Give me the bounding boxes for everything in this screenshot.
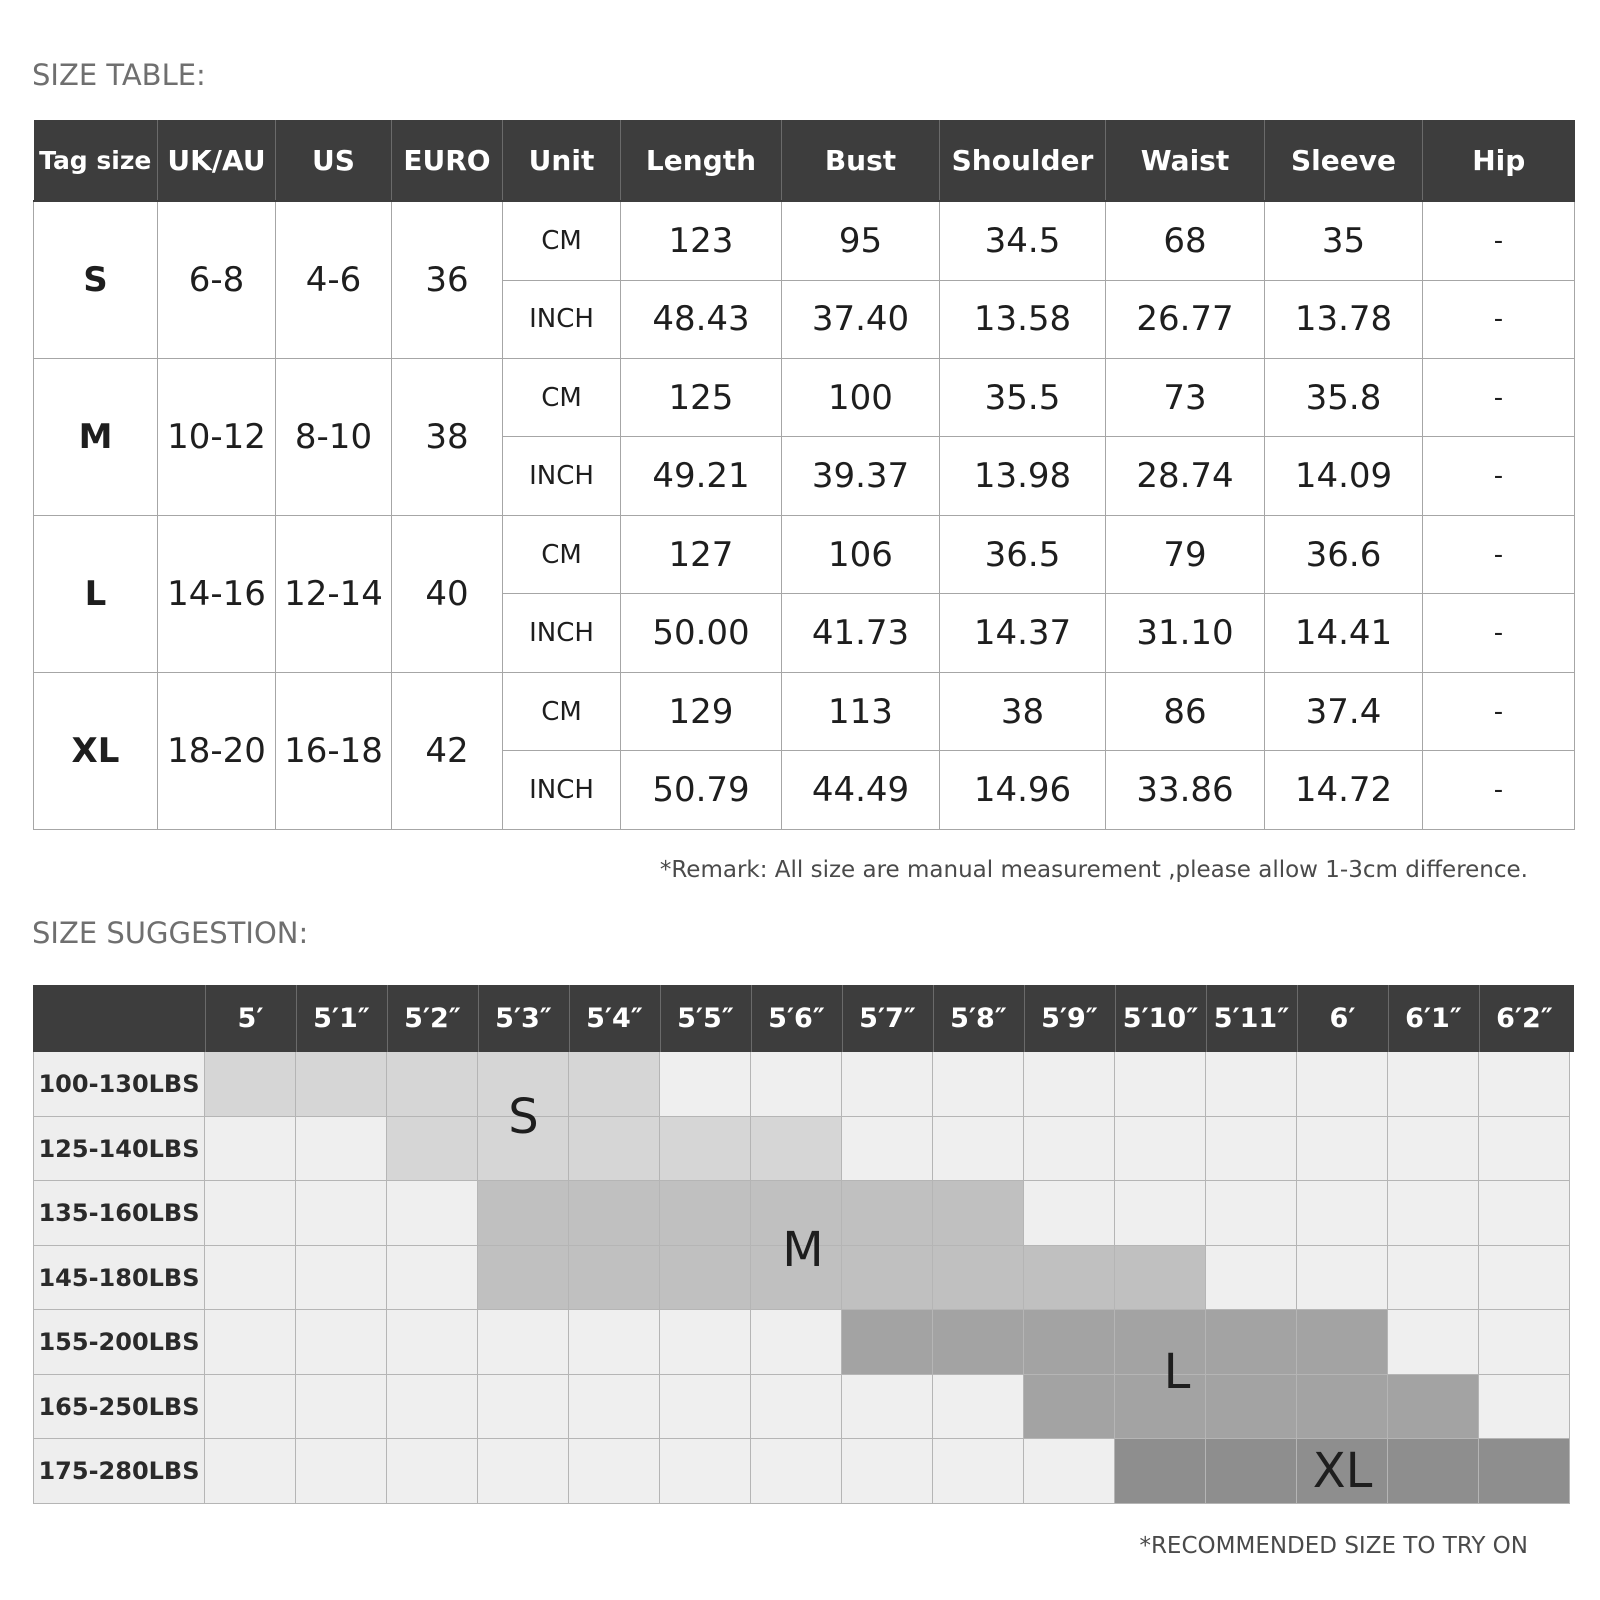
empty-grid-cell	[1388, 1117, 1479, 1182]
size-table	[33, 120, 1575, 830]
empty-grid-cell	[1297, 1246, 1388, 1311]
shoulder-cell: 36.5	[940, 515, 1106, 593]
size-zone-cell-s	[205, 1052, 296, 1117]
bust-cell: 41.73	[782, 594, 940, 672]
weight-row-label: 145-180LBS	[33, 1246, 205, 1311]
height-header-cell: 5′8″	[950, 1003, 1007, 1034]
empty-grid-cell	[478, 1375, 569, 1440]
unit-cell: CM	[503, 201, 621, 280]
height-header-cell: 6′	[1329, 1003, 1356, 1034]
empty-grid-cell	[296, 1439, 387, 1504]
empty-grid-cell	[660, 1052, 751, 1117]
empty-grid-cell	[842, 1117, 933, 1182]
size-zone-label-l: L	[1163, 1343, 1191, 1400]
size-zone-cell-m	[660, 1246, 751, 1311]
weight-row-label: 100-130LBS	[33, 1052, 205, 1117]
size-zone-cell-s	[387, 1052, 478, 1117]
tag-size-cell: XL	[34, 672, 158, 829]
size-table-remark: *Remark: All size are manual measurement ,please allow 1-3cm difference.	[659, 857, 1528, 883]
empty-grid-cell	[1024, 1181, 1115, 1246]
sleeve-cell: 14.09	[1265, 437, 1423, 515]
size-zone-cell-l	[1024, 1310, 1115, 1375]
length-cell: 50.79	[621, 751, 782, 830]
empty-grid-cell	[569, 1310, 660, 1375]
height-header-cell: 5′	[237, 1003, 264, 1034]
us-cell: 16-18	[276, 672, 392, 829]
waist-cell: 73	[1106, 358, 1265, 436]
sleeve-cell: 37.4	[1265, 672, 1423, 750]
size-table-title: SIZE TABLE:	[32, 58, 206, 92]
column-header-waist: Waist	[1106, 120, 1265, 201]
size-zone-cell-l	[1206, 1310, 1297, 1375]
size-zone-cell-l	[1297, 1310, 1388, 1375]
hip-cell: -	[1423, 515, 1575, 593]
empty-grid-cell	[842, 1439, 933, 1504]
euro-cell: 38	[392, 358, 503, 515]
bust-cell: 37.40	[782, 280, 940, 358]
empty-grid-cell	[660, 1310, 751, 1375]
size-zone-cell-l	[1115, 1310, 1206, 1375]
hip-cell: -	[1423, 358, 1575, 436]
bust-cell: 113	[782, 672, 940, 750]
tag-size-cell: S	[34, 201, 158, 358]
weight-row-label: 125-140LBS	[33, 1117, 205, 1182]
hip-cell: -	[1423, 751, 1575, 830]
height-header-cell: 5′4″	[586, 1003, 643, 1034]
size-zone-cell-m	[933, 1246, 1024, 1311]
height-header-cell: 5′5″	[677, 1003, 734, 1034]
unit-cell: INCH	[503, 280, 621, 358]
size-zone-cell-l	[1388, 1375, 1479, 1440]
empty-grid-cell	[569, 1375, 660, 1440]
waist-cell: 86	[1106, 672, 1265, 750]
height-header-cell: 5′1″	[313, 1003, 370, 1034]
hip-cell: -	[1423, 201, 1575, 280]
empty-grid-cell	[842, 1052, 933, 1117]
empty-grid-cell	[1297, 1117, 1388, 1182]
waist-cell: 28.74	[1106, 437, 1265, 515]
shoulder-cell: 34.5	[940, 201, 1106, 280]
empty-grid-cell	[1479, 1181, 1570, 1246]
size-zone-cell-m	[478, 1181, 569, 1246]
waist-cell: 33.86	[1106, 751, 1265, 830]
empty-grid-cell	[205, 1181, 296, 1246]
waist-cell: 79	[1106, 515, 1265, 593]
size-zone-cell-m	[478, 1246, 569, 1311]
column-header-euro: EURO	[392, 120, 503, 201]
empty-grid-cell	[1388, 1246, 1479, 1311]
unit-cell: CM	[503, 358, 621, 436]
size-zone-cell-l	[1297, 1375, 1388, 1440]
unit-cell: INCH	[503, 594, 621, 672]
unit-cell: INCH	[503, 751, 621, 830]
size-zone-cell-m	[842, 1246, 933, 1311]
empty-grid-cell	[842, 1375, 933, 1440]
empty-grid-cell	[387, 1246, 478, 1311]
empty-grid-cell	[1388, 1181, 1479, 1246]
column-header-hip: Hip	[1423, 120, 1575, 201]
table-row	[34, 358, 1575, 436]
hip-cell: -	[1423, 594, 1575, 672]
size-zone-cell-xl	[1115, 1439, 1206, 1504]
euro-cell: 36	[392, 201, 503, 358]
shoulder-cell: 35.5	[940, 358, 1106, 436]
empty-grid-cell	[1115, 1052, 1206, 1117]
empty-grid-cell	[1115, 1181, 1206, 1246]
table-row	[34, 515, 1575, 593]
waist-cell: 26.77	[1106, 280, 1265, 358]
size-zone-cell-s	[569, 1117, 660, 1182]
empty-grid-cell	[933, 1375, 1024, 1440]
height-header-cell: 5′9″	[1041, 1003, 1098, 1034]
length-cell: 49.21	[621, 437, 782, 515]
size-zone-cell-m	[933, 1181, 1024, 1246]
size-zone-cell-m	[842, 1181, 933, 1246]
length-cell: 127	[621, 515, 782, 593]
size-zone-cell-l	[933, 1310, 1024, 1375]
length-cell: 48.43	[621, 280, 782, 358]
weight-row-label: 175-280LBS	[33, 1439, 205, 1504]
size-zone-cell-m	[569, 1246, 660, 1311]
tag-size-cell: L	[34, 515, 158, 672]
shoulder-cell: 14.37	[940, 594, 1106, 672]
shoulder-cell: 13.58	[940, 280, 1106, 358]
uk-au-cell: 14-16	[158, 515, 276, 672]
empty-grid-cell	[660, 1439, 751, 1504]
shoulder-cell: 38	[940, 672, 1106, 750]
sleeve-cell: 36.6	[1265, 515, 1423, 593]
size-zone-cell-m	[569, 1181, 660, 1246]
empty-grid-cell	[1479, 1310, 1570, 1375]
size-zone-cell-l	[842, 1310, 933, 1375]
uk-au-cell: 6-8	[158, 201, 276, 358]
column-header-unit: Unit	[503, 120, 621, 201]
size-zone-cell-s	[569, 1052, 660, 1117]
empty-grid-cell	[751, 1375, 842, 1440]
empty-grid-cell	[1024, 1117, 1115, 1182]
height-header-cell: 6′2″	[1496, 1003, 1553, 1034]
size-zone-cell-l	[1206, 1375, 1297, 1440]
hip-cell: -	[1423, 437, 1575, 515]
size-zone-cell-m	[1115, 1246, 1206, 1311]
uk-au-cell: 10-12	[158, 358, 276, 515]
column-header-sleeve: Sleeve	[1265, 120, 1423, 201]
height-header-cell: 5′10″	[1122, 1003, 1199, 1034]
empty-grid-cell	[1115, 1117, 1206, 1182]
column-header-shoulder: Shoulder	[940, 120, 1106, 201]
empty-grid-cell	[660, 1375, 751, 1440]
empty-grid-cell	[205, 1439, 296, 1504]
size-table-header-row	[34, 120, 1575, 201]
column-header-bust: Bust	[782, 120, 940, 201]
empty-grid-cell	[1206, 1052, 1297, 1117]
empty-grid-cell	[296, 1310, 387, 1375]
empty-grid-cell	[387, 1439, 478, 1504]
unit-cell: INCH	[503, 437, 621, 515]
unit-cell: CM	[503, 672, 621, 750]
uk-au-cell: 18-20	[158, 672, 276, 829]
length-cell: 123	[621, 201, 782, 280]
column-header-uk-au: UK/AU	[158, 120, 276, 201]
weight-row-label: 155-200LBS	[33, 1310, 205, 1375]
empty-grid-cell	[1479, 1117, 1570, 1182]
sleeve-cell: 13.78	[1265, 280, 1423, 358]
size-zone-cell-l	[1115, 1375, 1206, 1440]
empty-grid-cell	[205, 1310, 296, 1375]
bust-cell: 39.37	[782, 437, 940, 515]
empty-grid-cell	[296, 1375, 387, 1440]
size-suggestion-grid	[33, 985, 1574, 1504]
waist-cell: 31.10	[1106, 594, 1265, 672]
bust-cell: 100	[782, 358, 940, 436]
empty-grid-cell	[1024, 1052, 1115, 1117]
empty-grid-cell	[1206, 1117, 1297, 1182]
table-row	[34, 201, 1575, 280]
length-cell: 50.00	[621, 594, 782, 672]
empty-grid-cell	[1297, 1052, 1388, 1117]
sleeve-cell: 35.8	[1265, 358, 1423, 436]
empty-grid-cell	[1479, 1052, 1570, 1117]
unit-cell: CM	[503, 515, 621, 593]
empty-grid-cell	[1297, 1181, 1388, 1246]
empty-grid-cell	[933, 1439, 1024, 1504]
empty-grid-cell	[296, 1117, 387, 1182]
tag-size-cell: M	[34, 358, 158, 515]
size-zone-cell-m	[660, 1181, 751, 1246]
height-header-cell: 5′2″	[404, 1003, 461, 1034]
empty-grid-cell	[1388, 1310, 1479, 1375]
size-zone-label-s: S	[508, 1088, 539, 1145]
height-header-cell: 5′3″	[495, 1003, 552, 1034]
height-header-cell: 5′7″	[859, 1003, 916, 1034]
us-cell: 12-14	[276, 515, 392, 672]
weight-row-label: 135-160LBS	[33, 1181, 205, 1246]
size-zone-label-m: M	[782, 1222, 824, 1279]
size-zone-cell-xl	[1388, 1439, 1479, 1504]
table-row	[34, 672, 1575, 750]
bust-cell: 106	[782, 515, 940, 593]
empty-grid-cell	[1206, 1246, 1297, 1311]
sleeve-cell: 35	[1265, 201, 1423, 280]
size-zone-cell-m	[1024, 1246, 1115, 1311]
hip-cell: -	[1423, 280, 1575, 358]
size-zone-label-xl: XL	[1312, 1443, 1373, 1500]
length-cell: 129	[621, 672, 782, 750]
empty-grid-cell	[296, 1181, 387, 1246]
empty-grid-cell	[933, 1052, 1024, 1117]
euro-cell: 42	[392, 672, 503, 829]
empty-grid-cell	[387, 1375, 478, 1440]
column-header-us: US	[276, 120, 392, 201]
sleeve-cell: 14.72	[1265, 751, 1423, 830]
empty-grid-cell	[751, 1439, 842, 1504]
euro-cell: 40	[392, 515, 503, 672]
size-zone-cell-xl	[1206, 1439, 1297, 1504]
empty-grid-cell	[205, 1375, 296, 1440]
size-zone-cell-s	[660, 1117, 751, 1182]
empty-grid-cell	[205, 1246, 296, 1311]
bust-cell: 44.49	[782, 751, 940, 830]
hip-cell: -	[1423, 672, 1575, 750]
empty-grid-cell	[569, 1439, 660, 1504]
empty-grid-cell	[1024, 1439, 1115, 1504]
us-cell: 8-10	[276, 358, 392, 515]
empty-grid-cell	[296, 1246, 387, 1311]
empty-grid-cell	[1479, 1246, 1570, 1311]
waist-cell: 68	[1106, 201, 1265, 280]
empty-grid-cell	[751, 1052, 842, 1117]
height-header-cell: 5′6″	[768, 1003, 825, 1034]
recommended-size-note: *RECOMMENDED SIZE TO TRY ON	[1139, 1533, 1528, 1559]
empty-grid-cell	[751, 1310, 842, 1375]
size-zone-cell-s	[296, 1052, 387, 1117]
empty-grid-cell	[387, 1310, 478, 1375]
empty-grid-cell	[1479, 1375, 1570, 1440]
shoulder-cell: 13.98	[940, 437, 1106, 515]
bust-cell: 95	[782, 201, 940, 280]
empty-grid-cell	[205, 1117, 296, 1182]
size-zone-cell-s	[387, 1117, 478, 1182]
weight-row-label: 165-250LBS	[33, 1375, 205, 1440]
length-cell: 125	[621, 358, 782, 436]
shoulder-cell: 14.96	[940, 751, 1106, 830]
empty-grid-cell	[1206, 1181, 1297, 1246]
empty-grid-cell	[478, 1439, 569, 1504]
size-zone-cell-s	[751, 1117, 842, 1182]
empty-grid-cell	[933, 1117, 1024, 1182]
empty-grid-cell	[387, 1181, 478, 1246]
column-header-length: Length	[621, 120, 782, 201]
height-header-cell: 5′11″	[1213, 1003, 1290, 1034]
height-header-cell: 6′1″	[1405, 1003, 1462, 1034]
size-zone-cell-l	[1024, 1375, 1115, 1440]
size-zone-cell-xl	[1479, 1439, 1570, 1504]
sleeve-cell: 14.41	[1265, 594, 1423, 672]
us-cell: 4-6	[276, 201, 392, 358]
column-header-tag-size: Tag size	[34, 120, 158, 201]
empty-grid-cell	[1388, 1052, 1479, 1117]
empty-grid-cell	[478, 1310, 569, 1375]
size-suggestion-title: SIZE SUGGESTION:	[32, 916, 309, 950]
